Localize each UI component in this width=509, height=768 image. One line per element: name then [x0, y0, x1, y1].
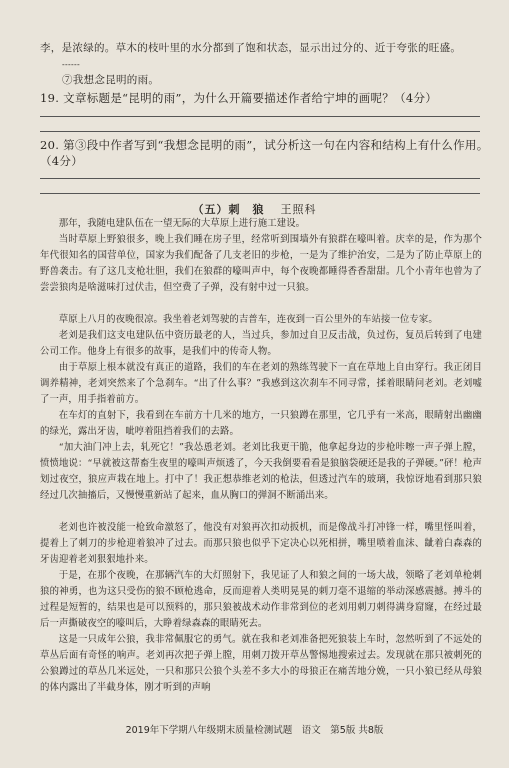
paragraph-7: ⑦我想念昆明的雨。: [62, 74, 160, 86]
article-paragraph: 于是，在那个夜晚，在那辆汽车的大灯照射下，我见证了人和狼之间的一场大战，领略了老刘单枪刺狼的神勇，也为这只受伤的狼不顾枪逃命，反而迎着人类明晃晃的刺刀毫不退缩的举动深感震撼。搏斗的过程是短暂的，结果也是可以预料的，那只狼被战术动作非常到位的老刘用刺刀刺得满身窟窿，在经过最后一声撕破夜空的嚎叫后，大睁着绿森森的眼睛死去。: [40, 570, 482, 630]
question-19: 19. 文章标题是“昆明的雨”，为什么开篇要描述作者给宁坤的画呢？（4分）: [40, 91, 438, 105]
answer-line[interactable]: [40, 116, 480, 117]
answer-line[interactable]: [40, 193, 480, 194]
article-paragraph: “加大油门冲上去，轧死它！”我怂恿老刘。老刘比我更干脆，他拿起身边的步枪咔嚓一声子弹上膛，愤愤地说：“早就被这帮畜生夜里的嚎叫声烦透了，今天我倒要看看是狼脑袋硬还是我的子弹硬。”砰！枪声划过夜空，狼应声栽在地上。打中了！我正想恭维老刘的枪法，但透过汽车的玻璃，我惊讶地看到那只狼经过几次抽搐后，又慢慢重新站了起来，血从胸口的弹洞不断涌出来。: [40, 442, 482, 502]
page-footer: 2019年下学期八年级期末质量检测试题 语文 第5版 共8版: [125, 725, 384, 736]
answer-line[interactable]: [40, 178, 480, 179]
dash-marker: ------: [62, 60, 81, 69]
article-paragraph: 当时草原上野狼很多，晚上我们睡在房子里，经常听到围墙外有狼群在嚎叫着。庆幸的是，作为那个年代很知名的国营单位，国家为我们配备了几支老旧的步枪，一是为了维护治安，二是为了防止草原上的野兽袭击。有了这几支枪壮胆，我们在狼群的嚎叫声中，每个夜晚都睡得香香甜甜。几个小青年也曾为了尝尝狼肉是啥滋味打过伏击，但空费了子弹，没有射中过一只狼。: [40, 234, 482, 294]
section-title: [0, 201, 509, 217]
question-20: 20. 第③段中作者写到“我想念昆明的雨”，试分析这一句在内容和结构上有什么作用。: [40, 138, 489, 152]
section-heading: （五）刺 狼: [192, 203, 265, 216]
section-author: 王照科: [280, 203, 317, 216]
article-paragraph: 老刘是我们这支电建队伍中资历最老的人，当过兵，参加过自卫反击战，负过伤，复员后转到了电建公司工作。他身上有很多的故事，是我们中的传奇人物。: [40, 330, 482, 358]
article-paragraph: 这是一只成年公狼，我非常佩服它的勇气。就在我和老刘准备把死狼装上车时，忽然听到了不远处的草丛后面有奇怪的响声。老刘再次把子弹上膛，用刺刀拨开草丛警惕地搜索过去。发现就在那只被刺死的公狼蹲过的草丛几米远处，一只和那只公狼个头差不多大小的母狼正在痛苦地分娩，一只小狼已经从母狼的体内露出了半截身体，刚才听到的声响: [40, 634, 482, 694]
answer-line[interactable]: [40, 131, 480, 132]
article-paragraph: 草原上八月的夜晚很凉。我坐着老刘驾驶的吉普车，连夜到一百公里外的车站接一位专家。: [58, 314, 438, 325]
article-paragraph: 老刘也许被没能一枪致命激怒了，他没有对狼再次扣动扳机，而是像战斗打冲锋一样，嘴里怪叫着，提着上了刺刀的步枪迎着狼冲了过去。而那只狼也似乎下定决心以死相拼，嘴里喷着血沫、龇着白森森的牙齿迎着老刘狠狠地扑来。: [40, 522, 482, 566]
article-paragraph: 那年，我随电建队伍在一望无际的大草原上进行施工建设。: [58, 218, 306, 229]
article-paragraph: 由于草原上根本就没有真正的道路，我们的车在老刘的熟练驾驶下一直在草地上自由穿行。我正闭目调养精神，老刘突然来了个急刹车。“出了什么事？”我感到这次刹车不同寻常，揉着眼睛问老刘。老刘嘘了一声，用手指着前方。: [40, 362, 482, 406]
question-20-score: （4分）: [40, 154, 84, 168]
top-text-line: 李，是浓绿的。草木的枝叶里的水分都到了饱和状态，显示出过分的、近于夸张的旺盛。: [40, 42, 462, 54]
article-paragraph: 在车灯的直射下，我看到在车前方十几米的地方，一只狼蹲在那里，它几乎有一米高，眼睛射出幽幽的绿光，露出牙齿，呲哼着阻挡着我们的去路。: [40, 410, 482, 438]
